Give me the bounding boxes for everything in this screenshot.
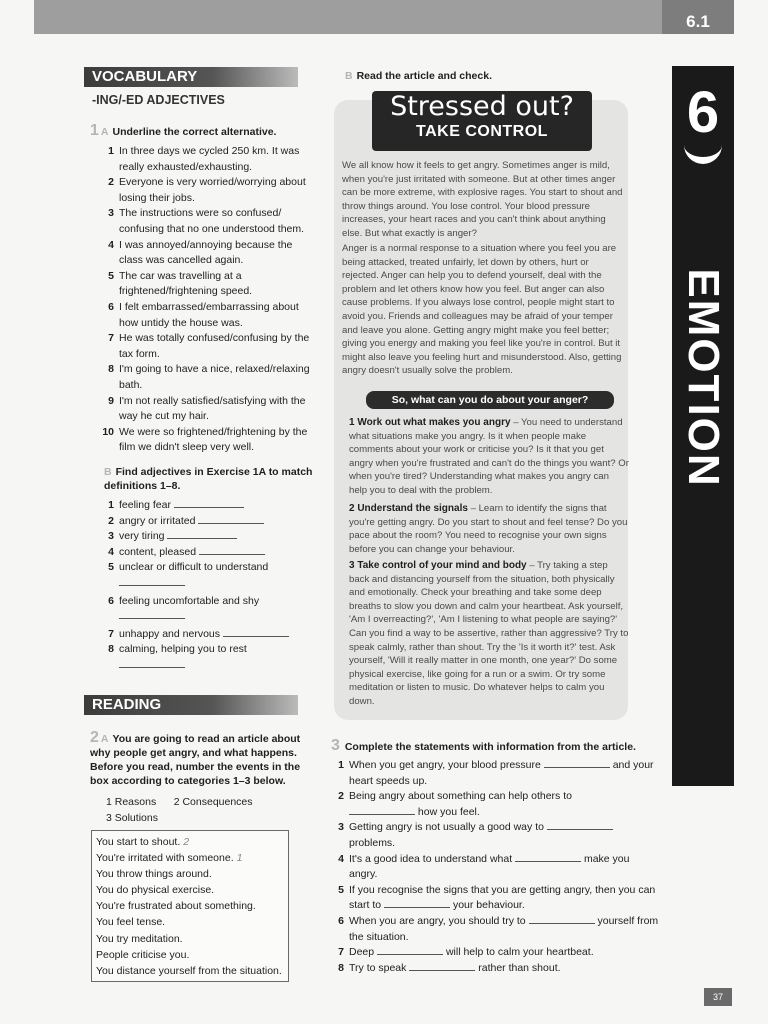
exercise-instruction: Underline the correct alternative.	[112, 126, 277, 138]
article-step-2	[349, 502, 629, 556]
list-item: 6 When you are angry, you should try to yourself from the situation.	[338, 914, 659, 943]
article-title-line2: TAKE CONTROL	[416, 123, 548, 140]
unit-title: EMOTION	[679, 268, 728, 488]
list-item: 4 It's a good idea to understand what make you angry.	[338, 852, 630, 881]
exercise-instruction: Find adjectives in Exercise 1A to match definitions 1–8.	[104, 466, 313, 492]
categories-list	[106, 795, 316, 826]
exercise-1b-heading	[104, 465, 314, 493]
list-item: 1 When you get angry, your blood pressure and your heart speeds up.	[338, 759, 654, 787]
list-item: 8 calming, helping you to rest	[100, 642, 318, 673]
list-item: 1 In three days we cycled 250 km. It was really exhausted/exhausting.	[108, 145, 300, 173]
answer-blank[interactable]	[167, 529, 237, 539]
list-item: 10 We were so frightened/frightening by the film we didn't sleep very well.	[102, 425, 308, 454]
step-title: 1 Work out what makes you angry	[349, 417, 511, 428]
category-label: 3 Solutions	[106, 811, 158, 824]
step-title: 2 Understand the signals	[349, 503, 468, 514]
answer-blank[interactable]	[223, 627, 289, 637]
exercise-letter: A	[100, 733, 109, 745]
answer-blank[interactable]	[384, 898, 450, 908]
event-item: You try meditation.	[96, 932, 183, 945]
exercise-3-heading	[331, 739, 671, 754]
step-title: 3 Take control of your mind and body	[349, 560, 527, 571]
exercise-instruction: Read the article and check.	[356, 70, 492, 82]
answer-blank[interactable]	[198, 514, 264, 524]
answer-blank[interactable]	[529, 914, 595, 924]
exercise-3-list	[330, 758, 660, 976]
list-item: 2 Everyone is very worried/worrying about losing their jobs.	[108, 176, 306, 204]
answer-blank[interactable]	[377, 945, 443, 955]
event-item: People criticise you.	[96, 948, 190, 961]
exercise-number: 3	[331, 737, 340, 754]
exercise-2b-heading	[345, 69, 645, 83]
list-item: 8 I'm going to have a nice, relaxed/relaxing bath.	[108, 363, 310, 391]
article-step-1	[349, 416, 629, 498]
list-item: 4 content, pleased	[100, 545, 318, 561]
list-item: 5 The car was travelling at a frightened/frightening speed.	[108, 269, 253, 298]
list-item: 3 Getting angry is not usually a good way to problems.	[330, 820, 660, 851]
answer-blank[interactable]	[544, 758, 610, 768]
answer-blank[interactable]	[409, 961, 475, 971]
event-item: You feel tense.	[96, 916, 166, 929]
vocabulary-subheading: -ING/-ED ADJECTIVES	[92, 93, 225, 107]
top-banner	[34, 0, 734, 34]
list-item: 7 unhappy and nervous	[100, 627, 318, 643]
article-title	[372, 91, 592, 151]
reading-heading: READING	[84, 695, 298, 715]
list-item: 7 Deep will help to calm your heartbeat.	[338, 946, 594, 959]
exercise-number: 2	[90, 729, 99, 746]
events-box	[91, 830, 289, 982]
list-item: 2 angry or irritated	[100, 514, 318, 530]
vocabulary-heading: VOCABULARY	[84, 67, 298, 87]
exercise-1a-heading	[90, 124, 310, 139]
event-item: You do physical exercise.	[96, 884, 215, 897]
exercise-1a-list	[100, 144, 318, 456]
answer-blank[interactable]	[199, 545, 265, 555]
exercise-letter: A	[100, 126, 109, 138]
list-item: 5 If you recognise the signs that you are getting angry, then you can start to your behaviour.	[338, 883, 656, 912]
unit-number: 6	[686, 80, 720, 145]
event-item: You start to shout. 2	[96, 836, 190, 848]
step-text: – Learn to identify the signs that you're getting angry. Do you start to shout and feel tense? Do you pace about the room? You need to recognise your own signs before you can change your behaviour.	[349, 503, 628, 555]
list-item: 7 He was totally confused/confusing by the tax form.	[108, 332, 310, 360]
answer-blank[interactable]	[119, 576, 185, 586]
unit-side-strip	[672, 66, 734, 786]
article-title-line1: Stressed out?	[390, 91, 574, 122]
answer-blank[interactable]	[349, 805, 415, 815]
exercise-letter: B	[104, 466, 112, 478]
page-number: 37	[704, 988, 732, 1006]
list-item: 4 I was annoyed/annoying because the class was cancelled again.	[108, 238, 293, 267]
exercise-instruction: Complete the statements with information from the article.	[344, 741, 636, 753]
category-label: 2 Consequences	[173, 796, 253, 808]
unit-tab: 6.1	[662, 0, 734, 34]
category-label: 1 Reasons	[106, 796, 157, 808]
event-item: You're frustrated about something.	[96, 900, 256, 913]
exercise-number: 1	[90, 122, 99, 139]
exercise-2a-heading	[90, 731, 312, 788]
list-item: 1 feeling fear	[100, 498, 318, 514]
article-paragraph-2: Anger is a normal response to a situation where you feel you are being attacked, treated unfairly, let down by others, hurt or rejected. Anger can help you to defend yourself, deal with the problem and let others know how you feel. But anger can also cause problems. If you always lose control, people might start to avoid you. Friends and colleagues may be afraid of your temper and leave you alone. Getting angry might make you feel better; giving you energy and making you feel like you're in control. But it might also leave you feeling hurt and misunderstood. Also, getting angry doesn't usually solve the problem.	[342, 243, 622, 377]
list-item: 8 Try to speak rather than shout.	[338, 961, 561, 974]
article-paragraph-1: We all know how it feels to get angry. Sometimes anger is mild, when you're just irritated with someone. But at other times anger can be more extreme, with explosive rages. You start to shout and throw things around. You lose control. Your blood pressure increases, your heart races and you can't think about anything else. But what exactly is anger?	[342, 160, 623, 239]
list-item: 5 unclear or difficult to understand	[100, 560, 318, 591]
event-item: You distance yourself from the situation.	[96, 964, 282, 977]
list-item: 6 feeling uncomfortable and shy	[100, 594, 318, 625]
exercise-1b-list	[100, 498, 318, 674]
event-item: You throw things around.	[96, 868, 212, 881]
list-item: 2 Being angry about something can help others to how you feel.	[338, 790, 572, 818]
answer-blank[interactable]	[547, 820, 613, 830]
event-item: You're irritated with someone. 1	[96, 852, 243, 865]
step-text: – You need to understand what situations make you angry. Is it when people make comments about your work or criticise you? Is it that you get angry when you're frustrated and can't do the things you want? Or when you're tired? Understanding what makes you angry can help you to deal with the problem.	[349, 417, 629, 496]
answer-blank[interactable]	[119, 609, 185, 619]
article-question-banner: So, what can you do about your anger?	[366, 391, 614, 409]
list-item: 6 I felt embarrassed/embarrassing about how untidy the house was.	[108, 300, 299, 329]
list-item: 9 I'm not really satisfied/satisfying with the way he cut my hair.	[108, 394, 306, 423]
answer-mark[interactable]: 1	[236, 852, 243, 865]
list-item: 3 very tiring	[100, 529, 318, 545]
answer-blank[interactable]	[515, 852, 581, 862]
smile-icon	[684, 126, 722, 164]
step-text: – Try taking a step back and distancing yourself from the situation, both physically and emotionally. Check your breathing and take some deep breaths to slow you down and calm your heartbeat. Ask yourself, 'Am I overreacting?', 'Am I listening to what people are saying?' Can you find a way to be assertive, rather than aggressive? Try to speak calmly, rather than shout. Try the 'Is it worth it?' test. Ask yourself, 'Will it really matter in one month, one year?' Do some physical exercise, like going for a run or a swim. Or try some meditation or listen to music. Do whatever helps to calm you down.	[349, 560, 629, 707]
exercise-letter: B	[345, 70, 353, 82]
answer-blank[interactable]	[174, 498, 244, 508]
list-item: 3 The instructions were so confused/ confusing that no one understood them.	[108, 207, 305, 235]
exercise-instruction: You are going to read an article about why people get angry, and what happens. Before you read, number the events in the box according to categories 1–3 below.	[90, 733, 301, 787]
answer-blank[interactable]	[119, 658, 185, 668]
answer-mark[interactable]: 2	[183, 836, 190, 848]
article-step-3	[349, 559, 629, 709]
